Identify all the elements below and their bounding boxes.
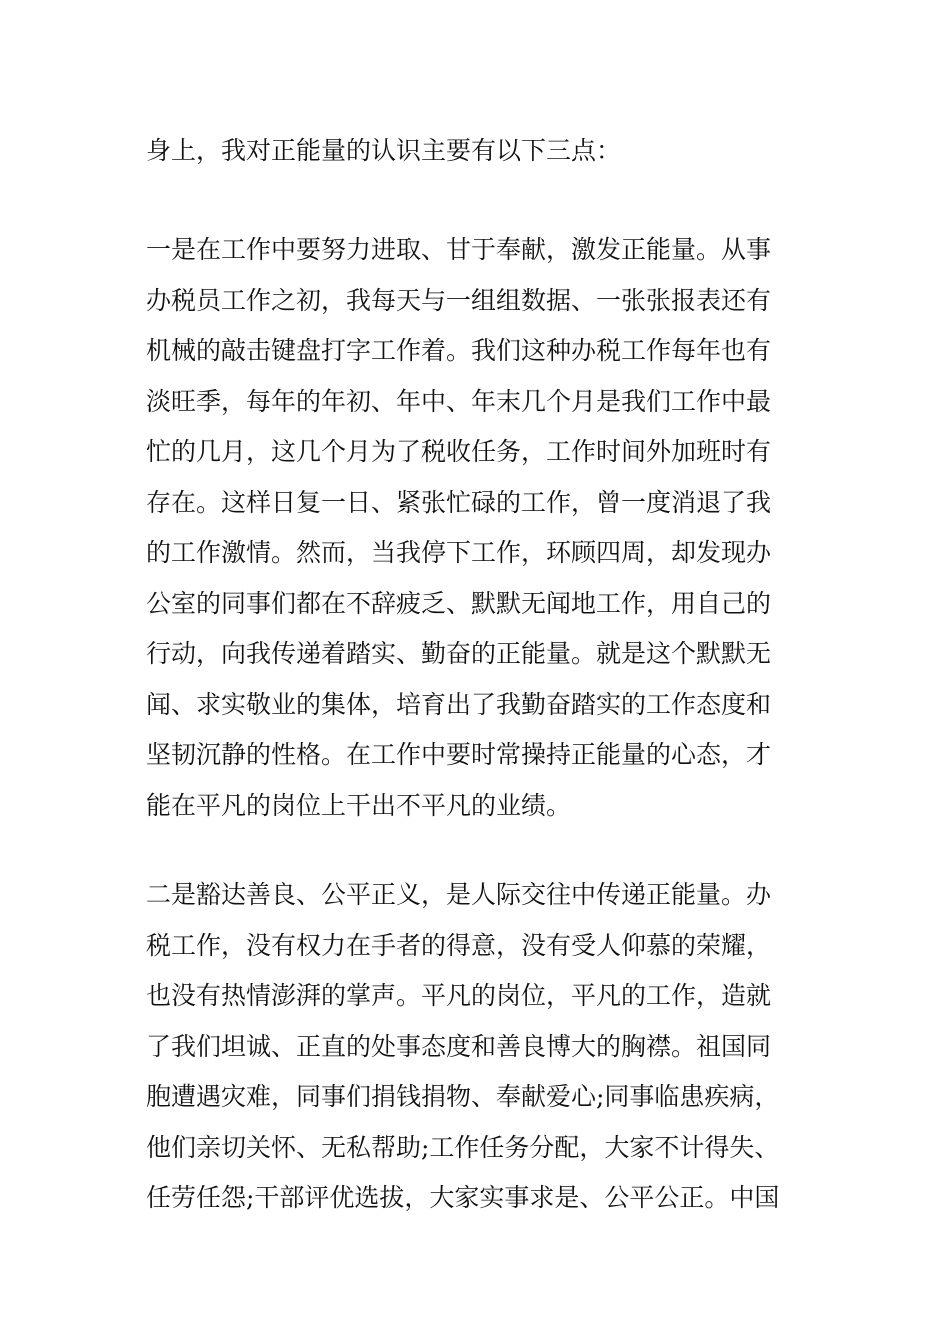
text-line: 淡旺季，每年的年初、年中、年末几个月是我们工作中最 xyxy=(146,386,772,416)
text-line: 坚韧沉静的性格。在工作中要时常操持正能量的心态，才 xyxy=(146,740,772,769)
text-line: 也没有热情澎湃的掌声。平凡的岗位，平凡的工作，造就 xyxy=(146,981,772,1010)
text-line: 机械的敲击键盘打字工作着。我们这种办税工作每年也有 xyxy=(146,336,772,365)
text-line: 二是豁达善良、公平正义，是人际交往中传递正能量。办 xyxy=(146,880,772,909)
text-line: 税工作，没有权力在手者的得意，没有受人仰慕的荣耀， xyxy=(146,930,772,960)
paragraph-point-one xyxy=(146,225,816,831)
text-line: 办税员工作之初，我每天与一组组数据、一张张报表还有 xyxy=(146,285,772,315)
paragraph-point-two xyxy=(146,870,816,1224)
text-line: 行动，向我传递着踏实、勤奋的正能量。就是这个默默无 xyxy=(146,639,772,668)
text-line: 能在平凡的岗位上干出不平凡的业绩。 xyxy=(146,790,572,820)
paragraph-intro xyxy=(146,126,816,177)
text-line: 他们亲切关怀、无私帮助;工作任务分配，大家不计得失、 xyxy=(146,1132,780,1162)
text-line: 一是在工作中要努力进取、甘于奉献，激发正能量。从事 xyxy=(146,235,772,264)
text-line: 的工作激情。然而，当我停下工作，环顾四周，却发现办 xyxy=(146,538,772,567)
text-line: 胞遭遇灾难，同事们捐钱捐物、奉献爱心;同事临患疾病， xyxy=(146,1082,780,1111)
text-line: 了我们坦诚、正直的处事态度和善良博大的胸襟。祖国同 xyxy=(146,1031,772,1061)
text-line: 存在。这样日复一日、紧张忙碌的工作，曾一度消退了我 xyxy=(146,487,772,517)
text-line: 闻、求实敬业的集体，培育出了我勤奋踏实的工作态度和 xyxy=(146,689,772,719)
text-line: 任劳任怨;干部评优选拔，大家实事求是、公平公正。中国 xyxy=(146,1183,780,1212)
text-line: 公室的同事们都在不辞疲乏、默默无闻地工作，用自己的 xyxy=(146,588,772,618)
text-line: 忙的几月，这几个月为了税收任务，工作时间外加班时有 xyxy=(146,437,772,466)
text-line: 身上，我对正能量的认识主要有以下三点： xyxy=(146,136,622,165)
